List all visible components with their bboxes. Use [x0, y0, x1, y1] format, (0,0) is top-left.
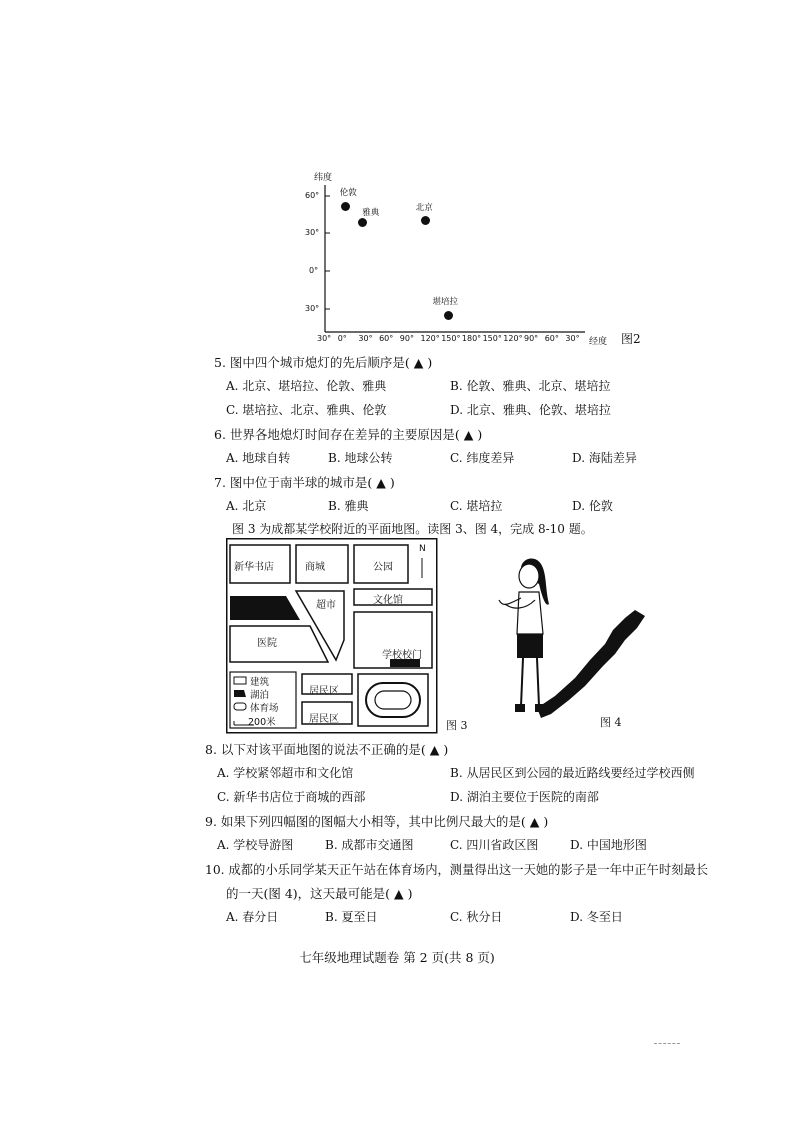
label-bookstore: 新华书店 [234, 562, 274, 573]
x-tick: 180° [461, 334, 482, 343]
label-residential-1: 居民区 [309, 686, 339, 697]
question-5: 5. 图中四个城市熄灯的先后顺序是( ▲ ) [214, 355, 433, 370]
q10-option-c: C. 秋分日 [450, 910, 503, 924]
scan-mark [654, 1043, 680, 1044]
label-hospital: 医院 [257, 638, 277, 649]
y-axis-label: 纬度 [314, 173, 333, 183]
city-point [444, 311, 453, 320]
y-tick: 30° [305, 304, 320, 313]
city-label: 伦敦 [339, 188, 357, 199]
x-tick: 60° [544, 334, 559, 343]
city-point [421, 216, 430, 225]
label-gate: 学校校门 [382, 650, 422, 661]
q9-option-c: C. 四川省政区图 [450, 838, 539, 852]
q10-option-a: A. 春分日 [226, 910, 279, 924]
q7-option-b: B. 雅典 [328, 499, 369, 513]
question-10: 10. 成都的小乐同学某天正午站在体育场内，测量得出这一天她的影子是一年中正午时刻最长 [205, 863, 709, 877]
legend-stadium: 体育场 [250, 703, 279, 714]
q7-option-c: C. 堪培拉 [450, 499, 503, 513]
question-7: 7. 图中位于南半球的城市是( ▲ ) [214, 475, 395, 490]
x-tick: 30° [358, 334, 373, 343]
intro-text: 图 3 为成都某学校附近的平面地图。读图 3、图 4，完成 8-10 题。 [232, 522, 593, 536]
figure-4-caption: 图 4 [600, 716, 622, 729]
label-culture: 文化馆 [373, 595, 403, 606]
q6-option-d: D. 海陆差异 [572, 451, 637, 465]
x-axis-label: 经度 [589, 337, 608, 347]
x-tick: 150° [441, 334, 461, 343]
legend-building: 建筑 [250, 677, 270, 688]
q7-option-a: A. 北京 [226, 499, 267, 513]
figure-2-caption: 图2 [621, 332, 641, 346]
q8-option-c: C. 新华书店位于商城的西部 [217, 790, 366, 804]
label-north: N [419, 544, 426, 554]
question-8: 8. 以下对该平面地图的说法不正确的是( ▲ ) [205, 742, 449, 757]
q5-option-d: D. 北京、雅典、伦敦、堪培拉 [450, 403, 611, 417]
q10-option-b: B. 夏至日 [325, 910, 378, 924]
q9-option-b: B. 成都市交通图 [325, 838, 414, 852]
q8-option-a: A. 学校紧邻超市和文化馆 [217, 766, 354, 780]
question-6: 6. 世界各地熄灯时间存在差异的主要原因是( ▲ ) [214, 427, 483, 442]
q5-option-c: C. 堪培拉、北京、雅典、伦敦 [226, 403, 387, 417]
y-tick: 30° [305, 228, 320, 237]
label-park: 公园 [373, 562, 393, 573]
x-tick: 90° [399, 334, 414, 343]
q6-option-a: A. 地球自转 [226, 451, 291, 465]
girl-shadow-illustration [485, 548, 655, 728]
q8-option-d: D. 湖泊主要位于医院的南部 [450, 790, 599, 804]
label-residential-2: 居民区 [309, 714, 339, 725]
y-tick: 60° [305, 191, 320, 200]
q10-option-d: D. 冬至日 [570, 910, 623, 924]
q7-option-d: D. 伦敦 [572, 499, 613, 513]
page-footer: 七年级地理试题卷 第 2 页(共 8 页) [299, 950, 495, 965]
question-9: 9. 如果下列四幅图的图幅大小相等，其中比例尺最大的是( ▲ ) [205, 814, 549, 829]
legend-scale: 200米 [248, 717, 276, 728]
q5-option-b: B. 伦敦、雅典、北京、堪培拉 [450, 379, 611, 393]
q8-option-b: B. 从居民区到公园的最近路线要经过学校西侧 [450, 766, 695, 780]
figure-2-axes [0, 0, 794, 360]
question-10-cont: 的一天(图 4)，这天最可能是( ▲ ) [226, 886, 413, 901]
x-tick: 30° [565, 334, 580, 343]
x-tick: 30° [317, 334, 332, 343]
city-label: 北京 [415, 203, 433, 214]
x-tick: 90° [524, 334, 539, 343]
label-supermarket: 超市 [316, 600, 336, 611]
q9-option-a: A. 学校导游图 [217, 838, 294, 852]
figure-3-caption: 图 3 [446, 719, 468, 732]
city-label: 雅典 [362, 207, 380, 218]
x-tick: 0° [337, 334, 347, 343]
x-tick: 150° [482, 334, 502, 343]
q5-option-a: A. 北京、堪培拉、伦敦、雅典 [226, 379, 387, 393]
legend-lake: 湖泊 [250, 690, 270, 701]
q6-option-b: B. 地球公转 [328, 451, 393, 465]
x-tick: 120° [503, 334, 523, 343]
city-label: 堪培拉 [432, 297, 459, 308]
x-tick: 120° [420, 334, 440, 343]
label-mall: 商城 [305, 562, 325, 573]
q9-option-d: D. 中国地形图 [570, 838, 647, 852]
y-tick: 0° [309, 266, 319, 275]
x-tick: 60° [379, 334, 394, 343]
q6-option-c: C. 纬度差异 [450, 451, 515, 465]
